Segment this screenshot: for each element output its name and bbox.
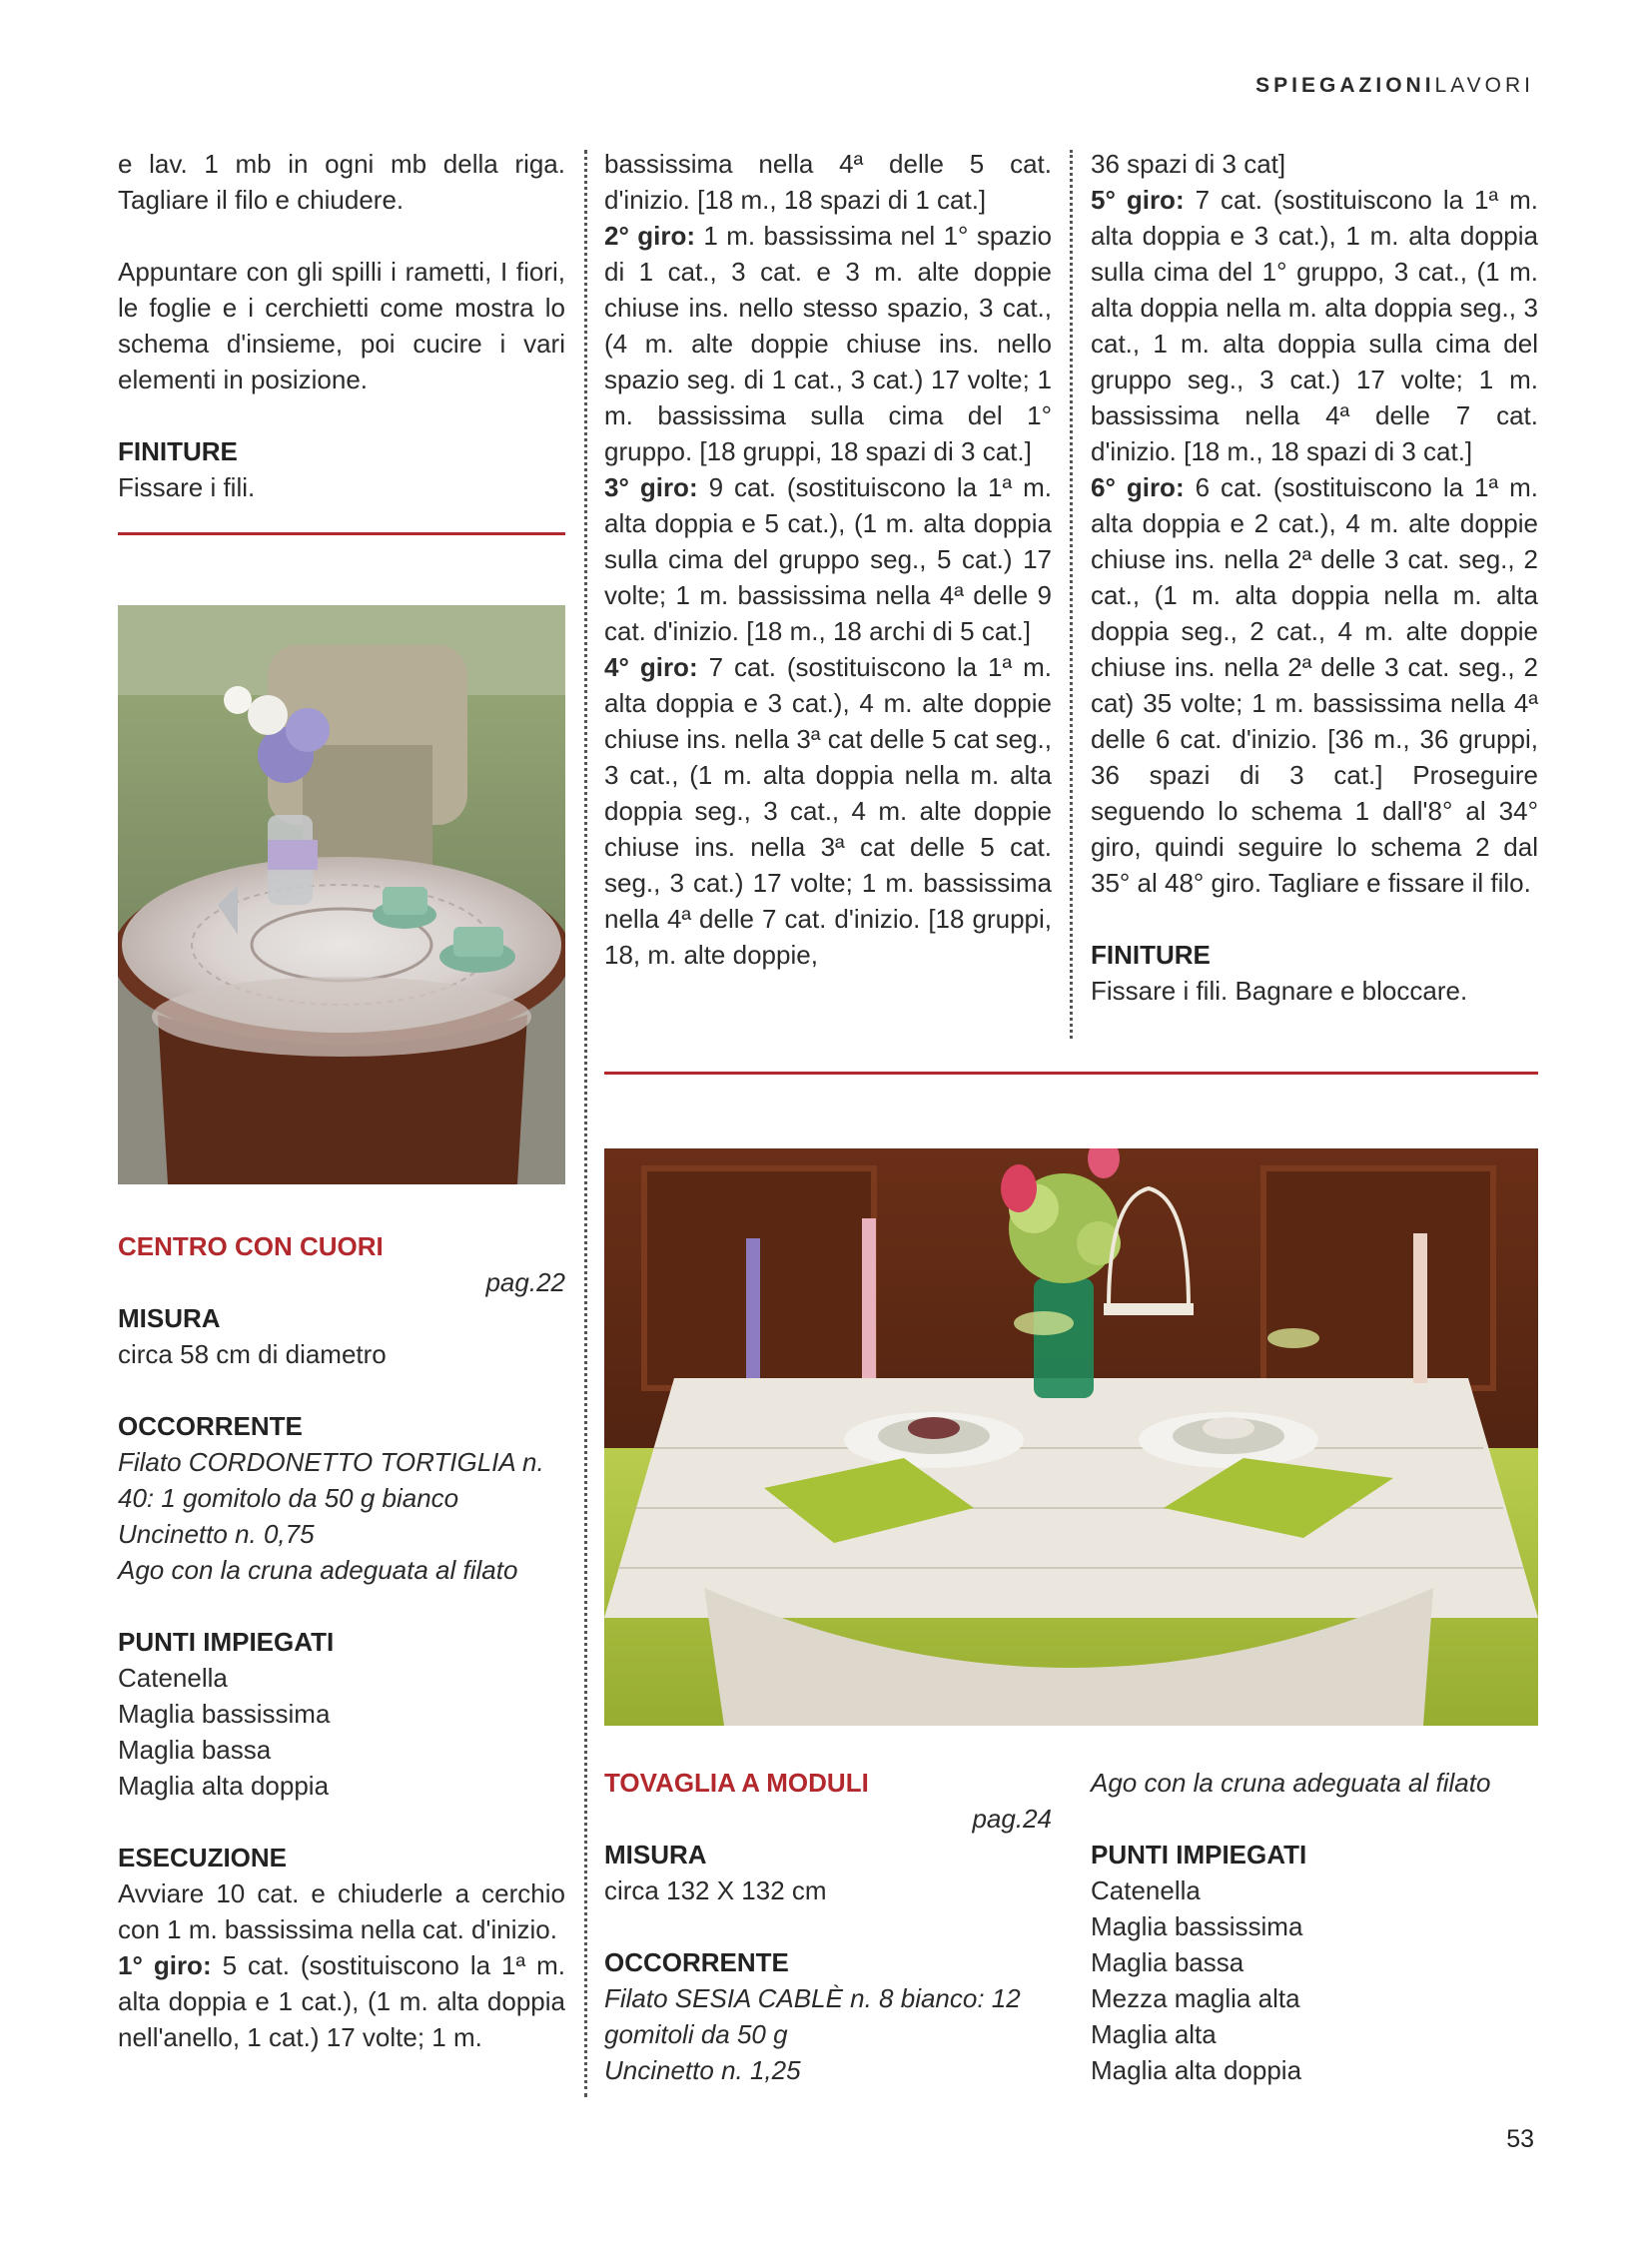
giro5-label: 5° giro: bbox=[1091, 185, 1185, 215]
giro1-label: 1° giro: bbox=[118, 1950, 212, 1980]
finiture-text-right: Fissare i fili. Bagnare e bloccare. bbox=[1091, 976, 1468, 1006]
section-rule-left bbox=[118, 532, 565, 535]
column-divider-left bbox=[584, 150, 587, 2097]
centro-misura: circa 58 cm di diametro bbox=[118, 1339, 387, 1369]
left-column-top bbox=[118, 146, 565, 505]
tovaglia-punti-heading: PUNTI IMPIEGATI bbox=[1091, 1840, 1307, 1869]
giro2-text: 1 m. bassissima nel 1° spazio di 1 cat., 3 cat. e 3 m. alte doppie chiuse ins. nello stesso spazio, 3 cat., (4 m. alte doppie chiuse ins. nello spazio seg. di 1 cat., 3 cat.) 17 volte; 1 m. bassissima sulla cima del 1° gruppo. [18 gruppi, 18 spazi di 3 cat.] bbox=[604, 221, 1052, 466]
right-column-top bbox=[1091, 146, 1538, 1009]
column-divider-right bbox=[1070, 150, 1073, 1039]
centro-misura-heading: MISURA bbox=[118, 1303, 221, 1333]
centro-occorrente-item: Uncinetto n. 0,75 bbox=[118, 1519, 315, 1549]
left-column-bottom bbox=[118, 1228, 565, 2055]
right-column-bottom bbox=[1091, 1765, 1538, 2088]
tovaglia-punti-item: Maglia bassissima bbox=[1091, 1911, 1303, 1941]
centro-occorrente-heading: OCCORRENTE bbox=[118, 1411, 303, 1441]
centro-giro1 bbox=[118, 1947, 565, 2055]
section-rule-right bbox=[604, 1072, 1538, 1075]
centro-esecuzione-heading: ESECUZIONE bbox=[118, 1843, 288, 1872]
giro6 bbox=[1091, 469, 1538, 901]
centro-punti-item: Maglia bassissima bbox=[118, 1699, 331, 1729]
centro-page-ref: pag.22 bbox=[485, 1267, 565, 1297]
header-part1: SPIEGAZIONI bbox=[1255, 74, 1435, 97]
giro1-text: 5 cat. (sostituiscono la 1ª m. alta doppia e 1 cat.), (1 m. alta doppia nell'anello, 1 cat.) 17 volte; 1 m. bbox=[118, 1950, 565, 2052]
header-part2: LAVORI bbox=[1434, 74, 1534, 97]
centro-punti-item: Catenella bbox=[118, 1663, 228, 1693]
tovaglia-ago: Ago con la cruna adeguata al filato bbox=[1091, 1768, 1491, 1798]
tovaglia-punti-item: Maglia alta doppia bbox=[1091, 2055, 1302, 2085]
finiture-heading-right: FINITURE bbox=[1091, 940, 1211, 970]
appuntare-text: Appuntare con gli spilli i rametti, I fiori, le foglie e i cerchietti come mostra lo schema d'insieme, poi cucire i vari elementi in posizione. bbox=[118, 257, 565, 394]
tovaglia-title: TOVAGLIA A MODULI bbox=[604, 1768, 869, 1798]
centro-occorrente-item: Ago con la cruna adeguata al filato bbox=[118, 1555, 518, 1585]
tovaglia-occorrente-item: Uncinetto n. 1,25 bbox=[604, 2055, 801, 2085]
tovaglia-misura-heading: MISURA bbox=[604, 1840, 707, 1869]
giro6-text: 6 cat. (sostituiscono la 1ª m. alta doppia e 2 cat.), 4 m. alte doppie chiuse ins. nella 2ª delle 3 cat. seg., 2 cat., (1 m. alta doppia nella m. alta doppia seg., 2 cat., 4 m. alte doppie chiuse ins. nella 2ª delle 3 cat. seg., 2 cat) 35 volte; 1 m. bassissima nella 4ª delle 6 cat. d'inizio. [36 m., 36 gruppi, 36 spazi di 3 cat.] Proseguire seguendo lo schema 1 dall'8° al 34° giro, quindi seguire lo schema 2 dal 35° al 48° giro. Tagliare e fissare il filo. bbox=[1091, 472, 1538, 898]
finiture-text: Fissare i fili. bbox=[118, 472, 256, 502]
intro-text: e lav. 1 mb in ogni mb della riga. Tagliare il filo e chiudere. bbox=[118, 149, 565, 215]
page-number: 53 bbox=[1506, 2125, 1534, 2153]
giro2 bbox=[604, 218, 1052, 469]
photo-doily-table bbox=[118, 605, 565, 1184]
tovaglia-punti-item: Maglia alta bbox=[1091, 2019, 1217, 2049]
tovaglia-occorrente-item: Filato SESIA CABLÈ n. 8 bianco: 12 gomitoli da 50 g bbox=[604, 1983, 1021, 2049]
giro4-text: 7 cat. (sostituiscono la 1ª m. alta doppia e 3 cat.), 4 m. alte doppie chiuse ins. nella 3ª cat delle 5 cat seg., 3 cat., (1 m. alta doppia nella m. alta doppia seg., 3 cat., 4 m. alte doppie chiuse ins. nella 3ª cat delle 5 cat. seg., 3 cat.) 17 volte; 1 m. bassissima nella 4ª delle 7 cat. d'inizio. [18 gruppi, 18, m. alte doppie, bbox=[604, 652, 1052, 970]
giro4 bbox=[604, 649, 1052, 973]
giro4-continuation: 36 spazi di 3 cat] bbox=[1091, 149, 1286, 179]
running-header bbox=[1255, 74, 1534, 98]
tovaglia-punti-item: Mezza maglia alta bbox=[1091, 1983, 1300, 2013]
finiture-heading: FINITURE bbox=[118, 436, 238, 466]
giro4-label: 4° giro: bbox=[604, 652, 698, 682]
giro2-label: 2° giro: bbox=[604, 221, 696, 251]
tovaglia-punti-item: Maglia bassa bbox=[1091, 1947, 1244, 1977]
giro3 bbox=[604, 469, 1052, 649]
giro6-label: 6° giro: bbox=[1091, 472, 1185, 502]
tovaglia-misura: circa 132 X 132 cm bbox=[604, 1875, 827, 1905]
centro-punti-item: Maglia bassa bbox=[118, 1735, 272, 1765]
centro-title: CENTRO CON CUORI bbox=[118, 1231, 384, 1261]
giro1-continuation: bassissima nella 4ª delle 5 cat. d'inizio. [18 m., 18 spazi di 1 cat.] bbox=[604, 149, 1052, 215]
centro-esecuzione-text: Avviare 10 cat. e chiuderle a cerchio con 1 m. bassissima nella cat. d'inizio. bbox=[118, 1878, 565, 1944]
middle-column-top bbox=[604, 146, 1052, 973]
centro-occorrente-item: Filato CORDONETTO TORTIGLIA n. 40: 1 gomitolo da 50 g bianco bbox=[118, 1447, 544, 1513]
tovaglia-occorrente-heading: OCCORRENTE bbox=[604, 1947, 789, 1977]
middle-column-bottom bbox=[604, 1765, 1052, 2088]
giro5 bbox=[1091, 182, 1538, 469]
tovaglia-punti-item: Catenella bbox=[1091, 1875, 1201, 1905]
giro5-text: 7 cat. (sostituiscono la 1ª m. alta doppia e 3 cat.), 1 m. alta doppia sulla cima del 1° gruppo, 3 cat., (1 m. alta doppia nella m. alta doppia seg., 3 cat., 1 m. alta doppia sulla cima del gruppo seg., 3 cat.) 17 volte; 1 m. bassissima nella 4ª delle 7 cat. d'inizio. [18 m., 18 spazi di 3 cat.] bbox=[1091, 185, 1538, 466]
giro3-text: 9 cat. (sostituiscono la 1ª m. alta doppia e 5 cat.), (1 m. alta doppia sulla cima del gruppo seg., 5 cat.) 17 volte; 1 m. bassissima nella 4ª delle 9 cat. d'inizio. [18 m., 18 archi di 5 cat.] bbox=[604, 472, 1052, 646]
photo-tablecloth bbox=[604, 1148, 1538, 1726]
tovaglia-page-ref: pag.24 bbox=[972, 1804, 1052, 1834]
centro-punti-heading: PUNTI IMPIEGATI bbox=[118, 1627, 335, 1657]
centro-punti-item: Maglia alta doppia bbox=[118, 1771, 330, 1801]
giro3-label: 3° giro: bbox=[604, 472, 698, 502]
